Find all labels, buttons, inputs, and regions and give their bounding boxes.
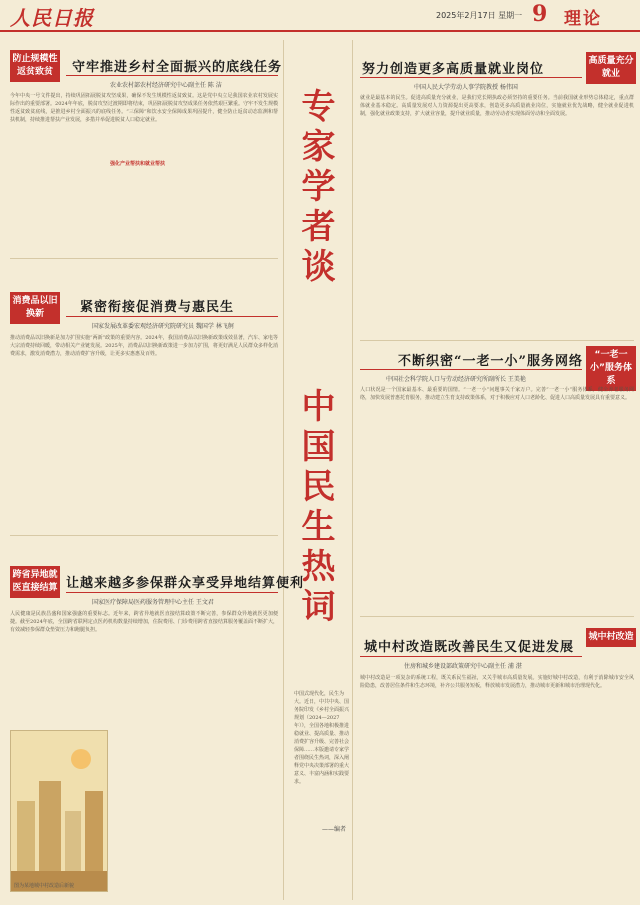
article-title[interactable]: 努力创造更多高质量就业岗位 bbox=[362, 62, 545, 77]
masthead bbox=[0, 0, 640, 32]
article-title[interactable]: 让越来越多参保群众享受异地结算便利 bbox=[66, 576, 305, 591]
editor-note: 中国式现代化，民生为大。近日，中共中央、国务院印发《乡村全面振兴规划（2024—2027年）》，全国各地积极推进稳就业、提高质量、推动消费扩容升级、完善社会保障……本版邀请专家学者围绕民生热词，深入阐释党中央决策部署的重大意义、丰富内涵和实践要求。 bbox=[294, 691, 350, 785]
topic-badge: 消费品以旧换新 bbox=[10, 292, 60, 324]
page-number: 9 bbox=[532, 1, 548, 27]
article-separator bbox=[10, 258, 278, 259]
article-body: 人民健康是民族昌盛和国家强盛的重要标志。近年来，跨省异地就医直接结算政策不断完善，参保群众异地就医更加便捷。截至2024年底，全国跨省联网定点医药机构数量持续增加，住院费用、门诊费用跨省直接结算服务覆盖面不断扩大，有效减轻参保群众垫资压力和跑腿负担。 bbox=[10, 611, 278, 633]
topic-badge: 防止规模性返贫致贫 bbox=[10, 50, 60, 82]
article-byline: 国家医疗保障局医药服务管理中心主任 王文君 bbox=[92, 599, 214, 606]
article-separator bbox=[360, 616, 634, 617]
topic-badge: 高质量充分就业 bbox=[586, 52, 636, 84]
article-title[interactable]: 城中村改造既改善民生又促进发展 bbox=[364, 640, 575, 655]
title-rule bbox=[66, 316, 278, 317]
article-title[interactable]: 不断织密“一老一小”服务网络 bbox=[398, 354, 583, 369]
editor-signature: ——编者 bbox=[322, 826, 347, 833]
title-rule bbox=[360, 369, 582, 370]
article-body: 推动消费品以旧换新是加力扩围实施“两新”政策的重要内容。2024年，我国消费品以旧换新政策成效显著，汽车、家电等大宗消费持续回暖，带动相关产业链发展。2025年，消费品以旧换新政策进一步加力扩围，将更好满足人民群众多样化消费需求，激发消费潜力，推动消费扩容升级，让更多实惠惠及百姓。 bbox=[10, 335, 278, 357]
newspaper-logo: 人民日报 bbox=[10, 6, 94, 30]
title-rule bbox=[360, 77, 582, 78]
article-body: 就业是最基本的民生。促进高质量充分就业，是我们党长期执政必须坚持的重要任务。当前我国就业形势总体稳定，重点群体就业基本稳定。高质量发展对人力资源提出更高要求，创造更多高质量就业岗位，实施就业优先战略，健全就业促进机制，强化就业政策支持，扩大就业容量，提升就业质量，推动劳动者实现体面劳动和全面发展。 bbox=[360, 95, 634, 117]
article-byline: 住房和城乡建设部政策研究中心副主任 浦 湛 bbox=[404, 663, 522, 670]
article-body: 今年中央一号文件提出，持续巩固拓展脱贫攻坚成果，确保不发生规模性返贫致贫。这是党中央立足我国农业农村发展实际作出的重要部署。2024年年底，脱贫攻坚过渡期即将结束，巩固拓展脱贫攻坚成果任务依然艰巨繁重。守牢不发生规模性返贫致贫底线，是推进乡村全面振兴的底线任务。“三保障”和饮水安全保障成果巩固提升，健全防止返贫动态监测和帮扶机制，持续推进帮扶产业发展，多措并举促进脱贫人口稳定就业。 bbox=[10, 93, 278, 123]
illustration-image bbox=[10, 730, 108, 892]
article-title[interactable]: 紧密衔接促消费与惠民生 bbox=[80, 300, 235, 315]
topic-badge: “一老一小”服务体系 bbox=[586, 346, 636, 391]
title-rule bbox=[66, 75, 278, 76]
article-separator bbox=[10, 535, 278, 536]
article-byline: 中国人民大学劳动人事学院教授 杨伟国 bbox=[414, 84, 518, 91]
article-byline: 农业农村部农村经济研究中心副主任 陈 洁 bbox=[110, 82, 222, 89]
title-rule bbox=[360, 656, 582, 657]
article-subhead: 强化产业帮扶和就业帮扶 bbox=[110, 161, 166, 167]
feature-heading: 专家学者谈 bbox=[295, 88, 335, 288]
topic-badge: 城中村改造 bbox=[586, 628, 636, 647]
article-body: 城中村改造是一项复杂的系统工程，既关系民生福祉，又关乎城市高质量发展。实施好城中村改造，有利于消除城市安全风险隐患，改善居住条件和生态环境，补齐公共服务短板，释放城市发展潜力，推动城市更新和城市治理现代化。 bbox=[360, 675, 634, 689]
column-divider bbox=[283, 40, 284, 900]
article-separator bbox=[360, 340, 634, 341]
city-illustration bbox=[11, 731, 107, 891]
issue-date: 2025年2月17日 星期一 bbox=[436, 11, 523, 20]
photo-caption: 图为某地城中村改造后新貌 bbox=[14, 883, 75, 889]
title-rule bbox=[66, 592, 278, 593]
article-body: 人口状况是一个国家最基本、最重要的国情。“一老一小”问题事关千家万户。完善“一老一小”服务体系，健全养老服务网络，加快发展普惠托育服务，推动建立生育支持政策体系，对于积极应对人口老龄化、促进人口高质量发展具有重要意义。 bbox=[360, 387, 634, 401]
article-byline: 国家发展改革委宏观经济研究院研究员 魏国学 林飞舸 bbox=[92, 323, 234, 330]
feature-subheading: 中国民生热词 bbox=[295, 388, 335, 628]
column-divider bbox=[352, 40, 353, 900]
section-name: 理论 bbox=[564, 9, 602, 29]
article-byline: 中国社会科学院人口与劳动经济研究所副所长 王美艳 bbox=[386, 376, 526, 383]
topic-badge: 跨省异地就医直接结算 bbox=[10, 566, 60, 598]
article-title[interactable]: 守牢推进乡村全面振兴的底线任务 bbox=[72, 60, 283, 75]
